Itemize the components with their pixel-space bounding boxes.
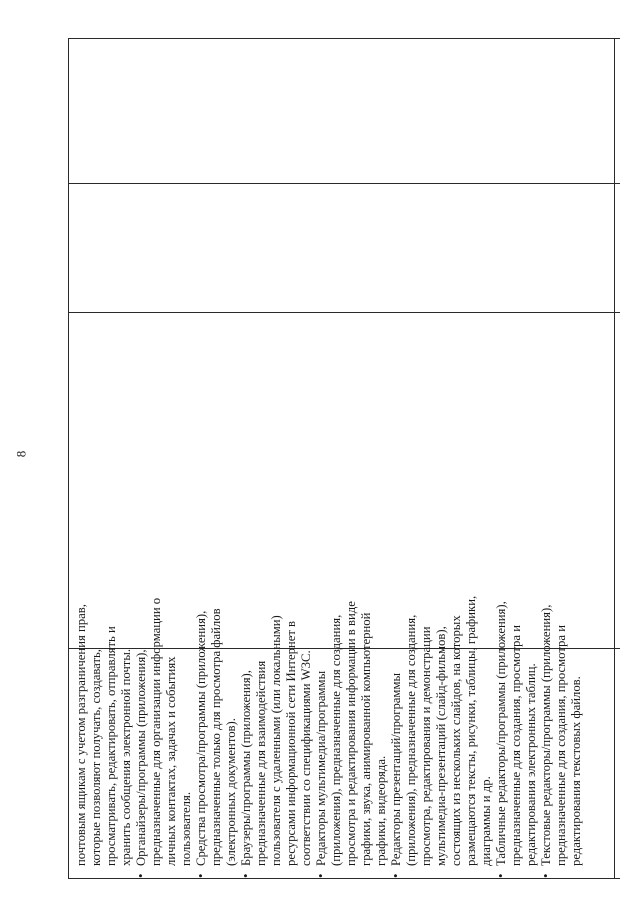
bullet-icon: • [494, 873, 508, 878]
text-line: Текстовые редакторы/программы (приложения), [539, 604, 553, 866]
text-line: размещаются тексты, рисунки, таблицы, графики, [464, 595, 478, 866]
content-list [72, 312, 584, 882]
bullet-icon: • [134, 873, 148, 878]
text-line: соответствии со спецификациями W3C. [299, 650, 313, 866]
text-line: (приложения), предназначенные для создания, [329, 614, 343, 866]
text-line: предназначенные для создания, просмотра и [509, 625, 523, 866]
text-line: Редакторы презентаций/программы [389, 672, 403, 866]
list-item [134, 312, 194, 878]
table-row-divider [68, 183, 620, 184]
text-line: почтовым ящикам с учетом разграничения прав, [74, 604, 88, 866]
rotated-content [72, 312, 583, 882]
text-line: предназначенные для организации информации о [149, 597, 163, 866]
table-border-left [68, 38, 69, 878]
text-line: которые позволяют получать, создавать, [89, 649, 103, 866]
bullet-icon: • [239, 873, 253, 878]
list-item [494, 312, 539, 878]
list-item [539, 312, 584, 878]
table-border-right [614, 38, 615, 878]
text-line: личных контактах, задачах и событиях [164, 656, 178, 866]
text-line: Органайзеры/программы (приложения), [134, 649, 148, 866]
text-line: Редакторы мультимедиа/программы [314, 670, 328, 866]
text-line: графики, звука, анимированной компьютерной [359, 612, 373, 866]
text-line: просматривать, редактировать, отправлять и [104, 626, 118, 866]
content-cell [72, 312, 583, 882]
text-line: (электронных документов). [224, 718, 238, 866]
text-line: (приложения), предназначенные для создания, [404, 614, 418, 866]
text-line: Браузеры/программы (приложения), [239, 670, 253, 866]
bullet-icon: • [314, 873, 328, 878]
list-item [239, 312, 314, 878]
text-line: пользователя. [179, 791, 193, 866]
text-line: хранить сообщения электронной почты. [119, 648, 133, 866]
continuation-text [74, 312, 134, 878]
list-item [194, 312, 239, 878]
text-line: состоящих из нескольких слайдов, на которых [449, 615, 463, 866]
text-line: пользователя с удаленными (или локальными) [269, 615, 283, 866]
text-line: Табличные редакторы/программы (приложения), [494, 601, 508, 866]
text-line: предназначенные для создания, просмотра и [554, 625, 568, 866]
bullet-icon: • [389, 873, 403, 878]
bullet-icon: • [194, 873, 208, 878]
text-line: просмотра и редактирования информации в виде [344, 601, 358, 866]
page-number: 8 [13, 450, 29, 458]
text-line: предназначенные для взаимодействия [254, 660, 268, 866]
list-item [314, 312, 389, 878]
text-line: ресурсами информационной сети Интернет в [284, 620, 298, 866]
list-item [389, 312, 494, 878]
text-line: мультимедиа-презентаций (слайд-фильмов), [434, 626, 448, 866]
text-line: графики, видеоряда. [374, 755, 388, 866]
text-line: просмотра, редактирования и демонстрации [419, 626, 433, 866]
text-line: редактирования электронных таблиц. [524, 663, 538, 866]
text-line: предназначенные только для просмотра файлов [209, 608, 223, 866]
text-line: Средства просмотра/программы (приложения), [194, 610, 208, 866]
bullet-icon: • [539, 873, 553, 878]
text-line: редактирования текстовых файлов. [569, 676, 583, 866]
table-border-top [68, 38, 620, 39]
text-line: диаграммы и др. [479, 776, 493, 866]
